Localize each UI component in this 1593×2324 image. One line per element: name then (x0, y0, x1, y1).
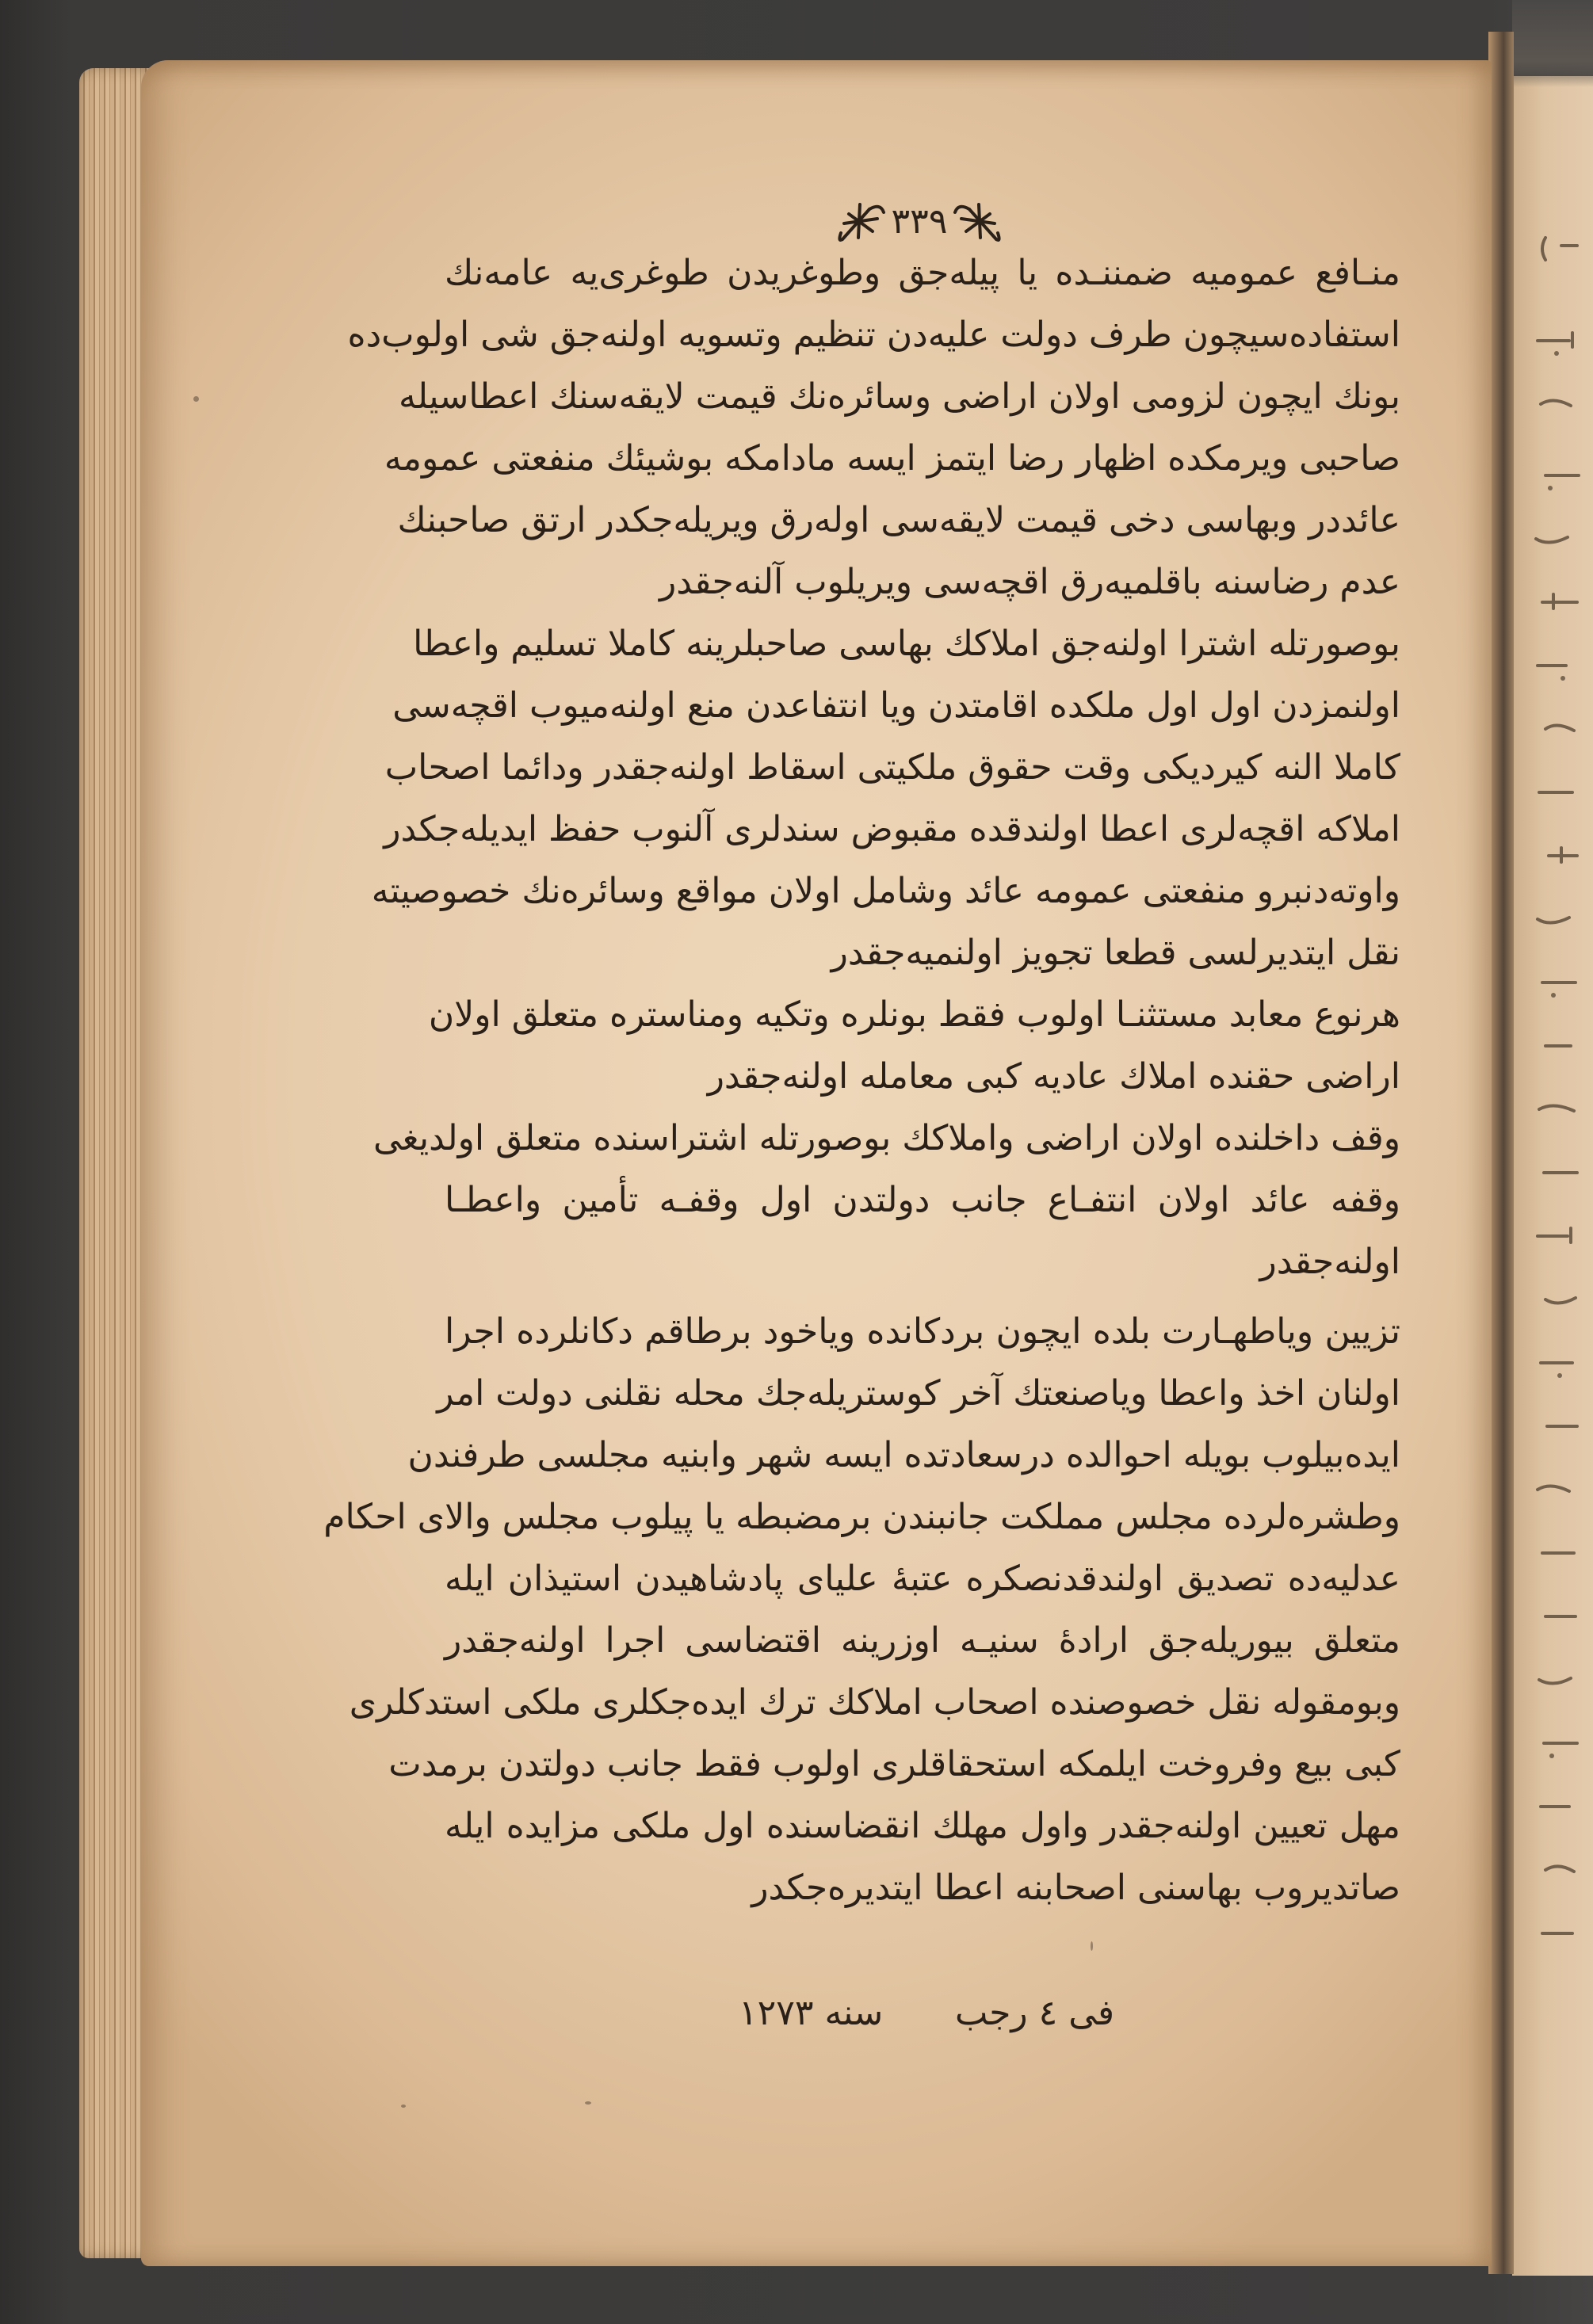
text-line: متعلق بيوريله‌جق ارادهٔ سنيـه اوزرينه اقتضاسى اجرا اولنه‌جقدر (445, 1620, 1400, 1661)
body-text (323, 242, 1400, 1919)
text-line: صاحبى ويرمكده اظهار رضا ايتمز ايسه مادامكه بوشيئك منفعتى عمومه (384, 438, 1400, 479)
text-line: نقل ايتديرلسى قطعا تجويز اولنميه‌جقدر (831, 933, 1400, 973)
adjacent-page-shadow (1512, 0, 1593, 87)
ornament-left-icon (835, 198, 887, 246)
paragraph (428, 984, 1400, 1108)
text-line: اولنه‌جقدر (1259, 1242, 1400, 1282)
adjacent-page-text-fragments (1522, 222, 1588, 2060)
text-line: كبى بيع وفروخت ايلمكه استحقاقلرى اولوب فقط جانب دولتدن برمدت (388, 1744, 1400, 1784)
paragraph (371, 613, 1400, 984)
ornament-right-icon (952, 198, 1004, 246)
paragraph (347, 242, 1400, 613)
paragraph (372, 1108, 1400, 1293)
text-line: بوصورتله اشترا اولنه‌جق املاكك بهاسى صاحبلرينه كاملا تسليم واعطا (413, 624, 1400, 664)
text-line: تزيين وياطهـارت بلده ايچون بردكانده وياخود برطاقم دكانلرده اجرا (445, 1311, 1400, 1352)
text-line: مهل تعيين اولنه‌جقدر واول مهلك انقضاسنده اول ملكى مزايده ايله (445, 1806, 1400, 1846)
text-line: اراضى حقنده املاك عاديه كبى معامله اولنه‌جقدر (707, 1056, 1400, 1097)
paragraph (323, 1301, 1400, 1919)
text-line: بونك ايچون لزومى اولان اراضى وسائره‌نك قيمت لايقه‌سنك اعطاسيله (399, 376, 1400, 417)
text-line: املاكه اقچه‌لرى اعطا اولندقده مقبوض سندلرى آلنوب حفظ ايديله‌جكدر (384, 809, 1400, 849)
text-line: كاملا النه كيرديكى وقت حقوق ملكيتى اسقاط اولنه‌جقدر ودائما اصحاب (384, 747, 1400, 788)
text-line: اولنان اخذ واعطا وياصنعتك آخر كوستريله‌جك محله نقلنى دولت امر (437, 1373, 1400, 1414)
paper-speck (401, 2105, 406, 2108)
text-line: وبومقوله نقل خصوصنده اصحاب املاكك ترك ايده‌جكلرى ملكى استدكلرى (349, 1682, 1400, 1723)
text-line: عدليه‌ده تصديق اولندقدنصكره عتبهٔ علياى پادشاهيدن استيذان ايله (445, 1559, 1400, 1599)
text-line: عدم رضاسنه باقلميه‌رق اقچه‌سى ويريلوب آلنه‌جقدر (659, 562, 1400, 602)
text-line: واوته‌دنبرو منفعتى عمومه عائد وشامل اولان مواقع وسائره‌نك خصوصيته (371, 871, 1400, 911)
text-line: وقفه عائد اولان انتفـاع جانب دولتدن اول وقفـه تأمين واعطـا (445, 1180, 1400, 1220)
paper-speck (585, 2101, 591, 2105)
date-line (739, 1981, 1114, 2044)
book-gutter (1488, 32, 1514, 2274)
text-line: وقف داخلنده اولان اراضى واملاكك بوصورتله اشتراسنده متعلق اولديغى (372, 1118, 1400, 1158)
text-line: هرنوع معابد مستثنـا اولوب فقط بونلره وتكيه ومناستره متعلق اولان (428, 994, 1400, 1035)
text-line: ايده‌بيلوب بويله احوالده درسعادتده ايسه شهر وابنيه مجلسى طرفندن (407, 1435, 1400, 1475)
text-line: منـافع عموميه ضمننـده يا پيله‌جق وطوغريدن طوغرى‌يه عامه‌نك (445, 253, 1400, 293)
text-line: وطشره‌لرده مجلس مملكت جانبندن برمضبطه يا پيلوب مجلس والاى احكام (323, 1497, 1400, 1537)
paper-speck (1091, 1941, 1093, 1951)
text-line: صاتديروب بهاسنى اصحابنه اعطا ايتديره‌جكدر (751, 1868, 1400, 1908)
date-year: سنه ١٢٧٣ (739, 1992, 884, 2033)
text-line: اولنمزدن اول اول ملكده اقامتدن ويا انتفاعدن منع اولنه‌ميوب اقچه‌سى (392, 685, 1400, 726)
page-number: ٣٣٩ (891, 201, 948, 242)
date-day-month: فى ٤ رجب (955, 1992, 1114, 2033)
paper-speck (193, 396, 199, 402)
text-line: عائددر وبهاسى دخى قيمت لايقه‌سى اوله‌رق ويريله‌جكدر ارتق صاحبنك (397, 500, 1400, 540)
text-line: استفاده‌سيچون طرف دولت عليه‌دن تنظيم وتسويه اولنه‌جق شى اولوب‌ده (347, 315, 1400, 355)
